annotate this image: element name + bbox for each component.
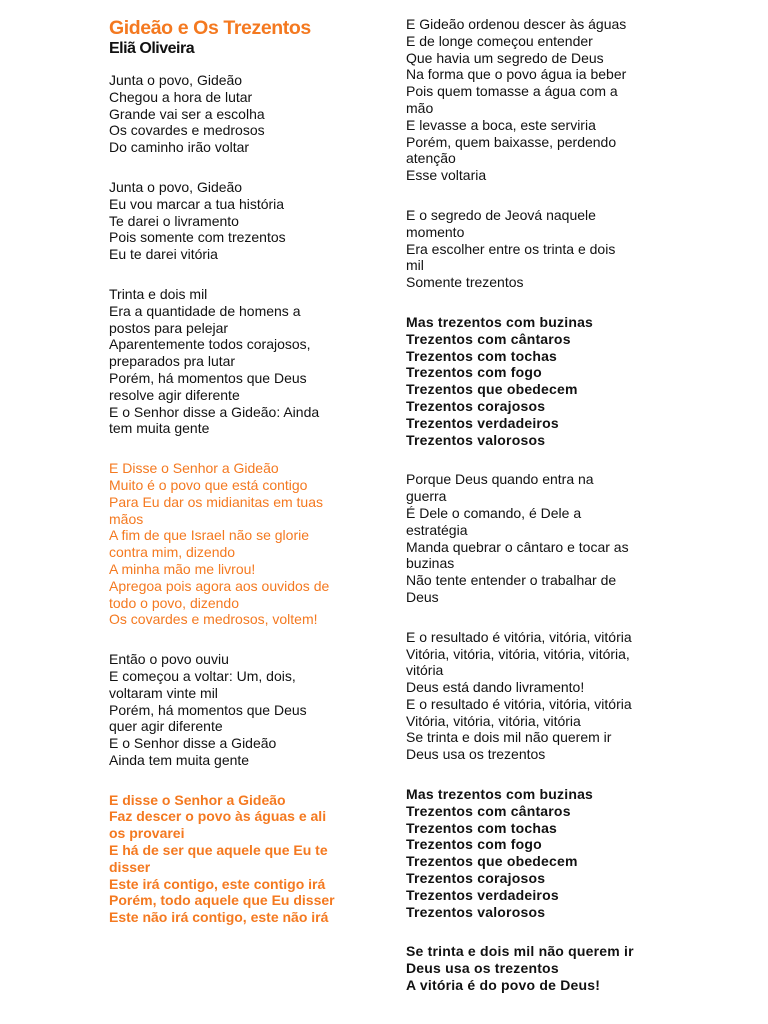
lyric-line: Trezentos verdadeiros [406, 414, 559, 431]
lyric-line: Para Eu dar os midianitas em tuas [109, 493, 323, 510]
lyric-line: Pois somente com trezentos [109, 229, 286, 246]
lyric-line: E Gideão ordenou descer às águas [406, 16, 627, 32]
lyric-line: Do caminho irão voltar [109, 139, 250, 156]
lyric-line: E o segredo de Jeová naquele [406, 206, 596, 223]
lyric-line: Eu vou marcar a tua história [109, 195, 285, 212]
lyric-line: E disse o Senhor a Gideão [109, 791, 286, 808]
lyric-line: os provarei [109, 825, 185, 842]
lyric-line: Porque Deus quando entra na [406, 471, 594, 488]
lyric-line: Trezentos com cântaros [406, 802, 571, 819]
lyric-line: Esse voltaria [406, 167, 487, 184]
lyric-line: tem muita gente [109, 420, 210, 437]
lyric-line: Vitória, vitória, vitória, vitória, vitória, [406, 645, 630, 662]
lyric-line: mão [406, 99, 434, 116]
lyric-stanza [406, 786, 668, 920]
lyric-line: Apregoa pois agora aos ouvidos de [109, 577, 330, 594]
right-column [406, 16, 668, 1017]
lyric-line: Trinta e dois mil [109, 285, 208, 302]
lyric-line: Faz descer o povo às águas e ali [109, 808, 327, 825]
lyric-line: Este irá contigo, este contigo irá [109, 875, 326, 892]
song-title: Gideão e Os Trezentos [109, 17, 311, 39]
lyric-line: Trezentos corajosos [406, 870, 546, 887]
lyric-line: E o Senhor disse a Gideão: Ainda [109, 403, 320, 420]
lyric-line: E o resultado é vitória, vitória, vitória [406, 628, 632, 645]
lyric-line: guerra [406, 488, 447, 505]
lyric-line: E o resultado é vitória, vitória, vitória [406, 695, 632, 712]
lyric-line: Os covardes e medrosos [109, 122, 265, 139]
lyric-line: E levasse a boca, este serviria [406, 116, 596, 133]
lyric-line: Porém, todo aquele que Eu disser [109, 892, 335, 909]
lyric-line: mil [406, 257, 424, 274]
lyric-line: Era a quantidade de homens a [109, 302, 301, 319]
lyric-line: Muito é o povo que está contigo [109, 476, 308, 493]
lyric-line: preparados pra lutar [109, 353, 236, 370]
lyric-line: Porém, quem baixasse, perdendo [406, 133, 617, 150]
lyric-line: É Dele o comando, é Dele a [406, 504, 582, 521]
lyric-line: Trezentos com fogo [406, 364, 542, 381]
lyric-line: Trezentos corajosos [406, 397, 546, 414]
lyric-line: E começou a voltar: Um, dois, [109, 667, 296, 684]
lyric-line: Chegou a hora de lutar [109, 88, 253, 105]
lyric-line: E de longe começou entender [406, 32, 593, 49]
lyric-line: Mas trezentos com buzinas [406, 313, 594, 330]
lyric-line: Somente trezentos [406, 274, 524, 291]
lyric-line: contra mim, dizendo [109, 544, 236, 561]
lyric-line: resolve agir diferente [109, 386, 240, 403]
lyric-line: Te darei o livramento [109, 212, 239, 229]
lyric-line: estratégia [406, 521, 468, 538]
lyric-line: Que havia um segredo de Deus [406, 49, 604, 66]
lyric-stanza [109, 460, 371, 628]
lyric-stanza [406, 207, 668, 291]
lyric-line: postos para pelejar [109, 319, 229, 336]
left-stanzas [109, 72, 371, 926]
lyric-stanza [406, 471, 668, 605]
lyric-line: Grande vai ser a escolha [109, 105, 265, 122]
left-column [109, 17, 371, 949]
lyric-line: Eu te darei vitória [109, 246, 218, 263]
lyric-line: quer agir diferente [109, 718, 223, 735]
lyric-stanza [109, 792, 371, 926]
right-stanzas [406, 16, 668, 994]
lyric-line: Junta o povo, Gideão [109, 72, 243, 88]
lyric-line: Trezentos valorosos [406, 431, 546, 448]
lyric-line: Mas trezentos com buzinas [406, 786, 594, 803]
lyric-line: Este não irá contigo, este não irá [109, 909, 329, 926]
lyric-line: voltaram vinte mil [109, 684, 218, 701]
lyric-line: Trezentos com cântaros [406, 330, 571, 347]
lyric-line: Porém, há momentos que Deus [109, 701, 307, 718]
lyric-line: momento [406, 223, 465, 240]
lyric-line: Os covardes e medrosos, voltem! [109, 611, 318, 628]
lyric-line: Então o povo ouviu [109, 651, 229, 668]
lyric-line: atenção [406, 150, 456, 167]
lyric-stanza [109, 651, 371, 769]
lyric-line: Vitória, vitória, vitória, vitória [406, 712, 581, 729]
lyric-line: Deus está dando livramento! [406, 679, 585, 696]
lyric-stanza [406, 629, 668, 763]
song-artist: Eliã Oliveira [109, 40, 195, 57]
lyric-line: Trezentos com fogo [406, 836, 542, 853]
lyric-stanza [406, 16, 668, 184]
lyric-line: Era escolher entre os trinta e dois [406, 240, 616, 257]
lyric-stanza [406, 314, 668, 448]
lyric-line: Junta o povo, Gideão [109, 178, 243, 195]
lyric-line: Trezentos com tochas [406, 347, 558, 364]
lyric-line: A minha mão me livrou! [109, 560, 256, 577]
lyric-line: todo o povo, dizendo [109, 594, 239, 611]
lyric-line: buzinas [406, 555, 455, 572]
lyric-line: Se trinta e dois mil não querem ir [406, 943, 634, 960]
lyric-line: A fim de que Israel não se glorie [109, 527, 310, 544]
lyric-stanza [109, 72, 371, 156]
lyric-line: Pois quem tomasse a água com a [406, 83, 618, 100]
lyric-line: Aparentemente todos corajosos, [109, 336, 311, 353]
lyric-line: Ainda tem muita gente [109, 751, 250, 768]
lyric-line: Se trinta e dois mil não querem ir [406, 729, 612, 746]
lyric-line: vitória [406, 662, 444, 679]
lyric-line: E o Senhor disse a Gideão [109, 735, 277, 752]
lyric-line: E há de ser que aquele que Eu te [109, 842, 328, 859]
lyric-stanza [406, 943, 668, 993]
lyric-line: E Disse o Senhor a Gideão [109, 460, 279, 477]
lyric-line: Trezentos verdadeiros [406, 886, 559, 903]
lyric-line: disser [109, 858, 151, 875]
lyric-line: Manda quebrar o cântaro e tocar as [406, 538, 629, 555]
lyric-line: Trezentos com tochas [406, 819, 558, 836]
lyric-line: A vitória é do povo de Deus! [406, 977, 601, 994]
lyric-line: Trezentos valorosos [406, 903, 546, 920]
lyric-stanza [109, 286, 371, 437]
lyric-line: Trezentos que obedecem [406, 381, 578, 398]
lyric-stanza [109, 179, 371, 263]
lyric-line: Trezentos que obedecem [406, 853, 578, 870]
lyric-line: Deus [406, 588, 439, 605]
lyric-line: Deus usa os trezentos [406, 746, 546, 763]
lyric-line: Na forma que o povo água ia beber [406, 66, 627, 83]
lyric-line: Deus usa os trezentos [406, 960, 559, 977]
lyric-line: Porém, há momentos que Deus [109, 369, 307, 386]
lyric-line: Não tente entender o trabalhar de [406, 572, 617, 589]
lyric-line: mãos [109, 510, 144, 527]
